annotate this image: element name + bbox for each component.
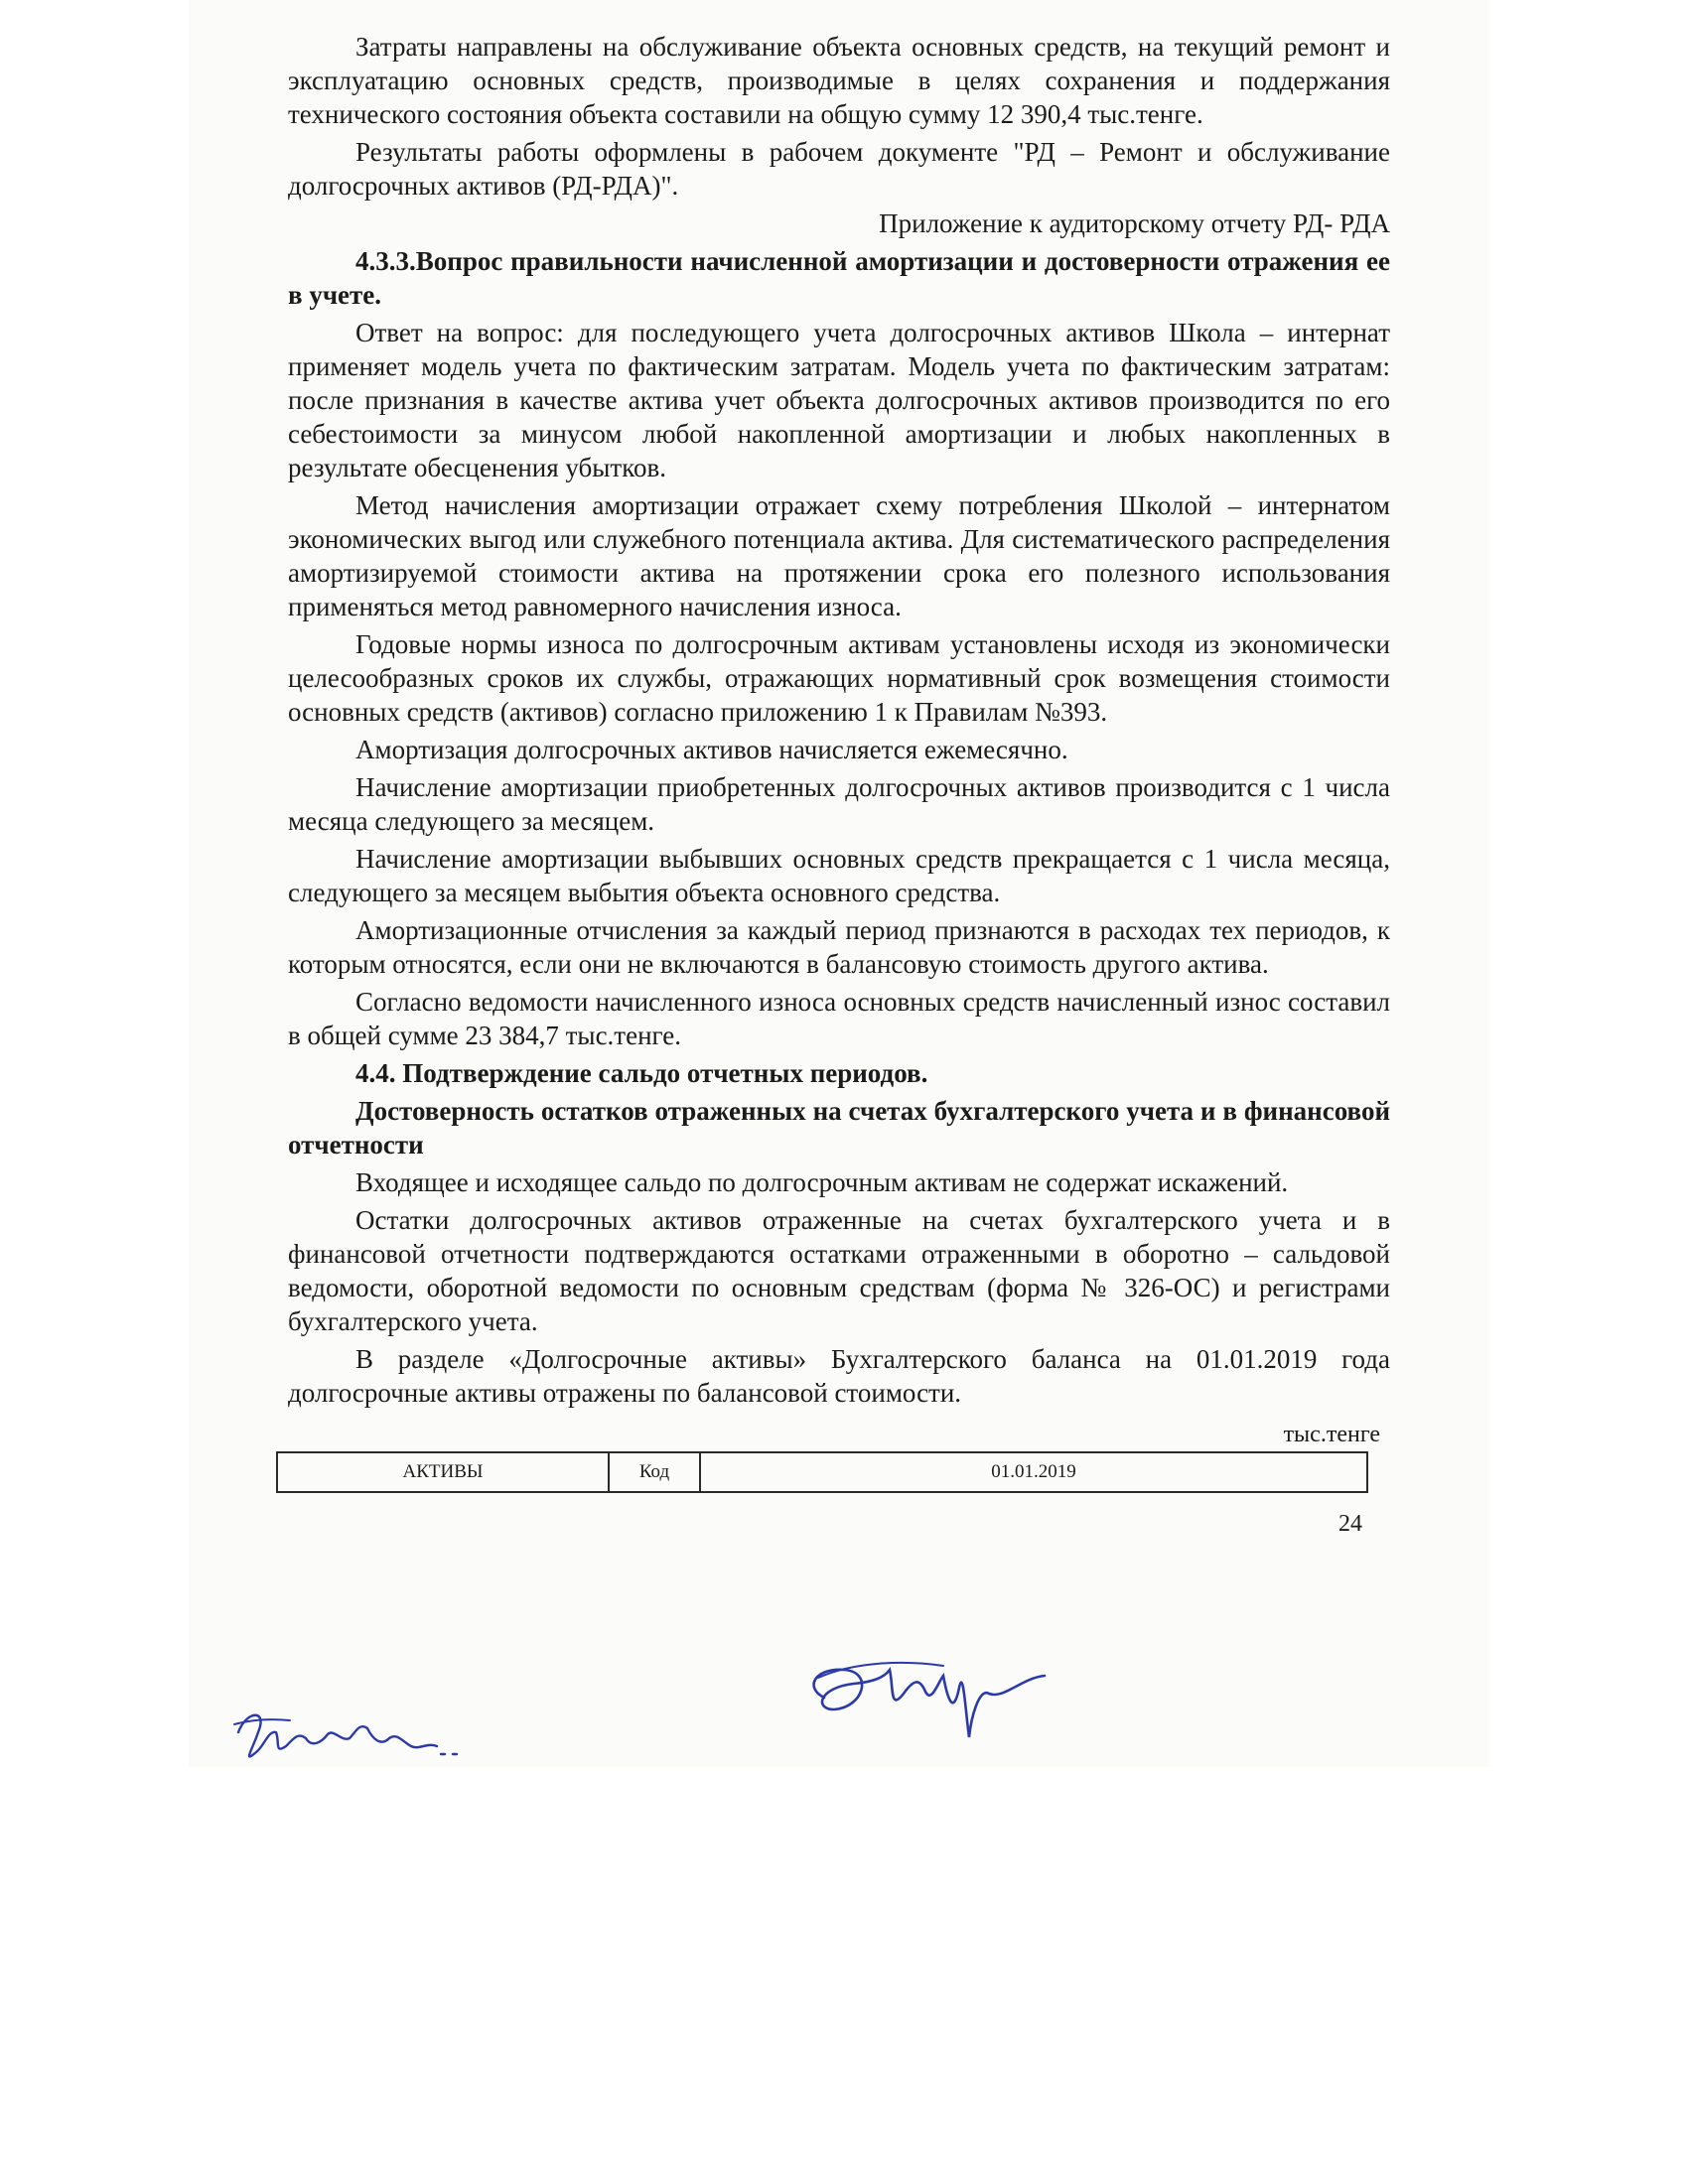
handwritten-signature-left bbox=[228, 1703, 467, 1772]
section-433-paragraph: Амортизация долгосрочных активов начисляется ежемесячно. bbox=[355, 735, 1068, 764]
section-433-heading: 4.3.3.Вопрос правильности начисленной амортизации и достоверности отражения ее в учете. bbox=[288, 246, 1390, 310]
section-44-subheading: Достоверность остатков отраженных на счетах бухгалтерского учета и в финансовой отчетности bbox=[288, 1096, 1390, 1160]
header-assets: АКТИВЫ bbox=[277, 1452, 609, 1492]
document-page bbox=[288, 30, 1390, 1537]
page-number: 24 bbox=[1338, 1511, 1362, 1537]
section-433-paragraph: Начисление амортизации выбывших основных средств прекращается с 1 числа месяца, следующего за месяцем выбытия объекта основного средства. bbox=[288, 844, 1390, 907]
section-44-paragraph: Входящее и исходящее сальдо по долгосрочным активам не содержат искажений. bbox=[355, 1167, 1289, 1197]
section-433-paragraph: Начисление амортизации приобретенных долгосрочных активов производится с 1 числа месяца следующего за месяцем. bbox=[288, 772, 1390, 836]
table-unit-label: тыс.тенге bbox=[1283, 1422, 1380, 1447]
balance-table bbox=[276, 1451, 1368, 1493]
section-44-paragraph: В разделе «Долгосрочные активы» Бухгалтерского баланса на 01.01.2019 года долгосрочные активы отражены по балансовой стоимости. bbox=[288, 1344, 1390, 1408]
section-44-paragraph: Остатки долгосрочных активов отраженные на счетах бухгалтерского учета и в финансовой отчетности подтверждаются остатками отраженными в оборотно – сальдовой ведомости, оборотной ведомости по основным средствам (форма № 326-ОС) и регистрами бухгалтерского учета. bbox=[288, 1205, 1390, 1336]
section-433-paragraph: Метод начисления амортизации отражает схему потребления Школой – интернатом экономических выгод или служебного потенциала актива. Для систематического распределения амортизируемой стоимости актива на протяжении срока его полезного использования применяться метод равномерного начисления износа. bbox=[288, 490, 1390, 621]
section-433-paragraph: Амортизационные отчисления за каждый период признаются в расходах тех периодов, к которым относятся, если они не включаются в балансовую стоимость другого актива. bbox=[288, 915, 1390, 979]
header-date: 01.01.2019 bbox=[700, 1452, 1367, 1492]
section-44-heading: 4.4. Подтверждение сальдо отчетных периодов. bbox=[355, 1058, 928, 1088]
section-433-paragraph: Годовые нормы износа по долгосрочным активам установлены исходя из экономически целесообразных сроков их службы, отражающих нормативный срок возмещения стоимости основных средств (активов) согласно приложению 1 к Правилам №393. bbox=[288, 629, 1390, 727]
header-code: Код bbox=[609, 1452, 700, 1492]
section-433-paragraph: Согласно ведомости начисленного износа основных средств начисленный износ составил в общей сумме 23 384,7 тыс.тенге. bbox=[288, 987, 1390, 1050]
table-header-row bbox=[277, 1452, 1367, 1492]
paragraph-results: Результаты работы оформлены в рабочем документе "РД – Ремонт и обслуживание долгосрочных активов (РД-РДА)". bbox=[288, 137, 1390, 201]
handwritten-signature-center bbox=[794, 1648, 1053, 1757]
section-433-paragraph: Ответ на вопрос: для последующего учета долгосрочных активов Школа – интернат применяет модель учета по фактическим затратам. Модель учета по фактическим затратам: после признания в качестве актива учет объекта долгосрочных активов производится по его себестоимости за минусом любой накопленной амортизации и любых накопленных в результате обесценения убытков. bbox=[288, 318, 1390, 482]
paragraph-costs: Затраты направлены на обслуживание объекта основных средств, на текущий ремонт и эксплуатацию основных средств, производимые в целях сохранения и поддержания технического состояния объекта составили на общую сумму 12 390,4 тыс.тенге. bbox=[288, 32, 1390, 129]
appendix-note: Приложение к аудиторскому отчету РД- РДА bbox=[879, 208, 1390, 238]
